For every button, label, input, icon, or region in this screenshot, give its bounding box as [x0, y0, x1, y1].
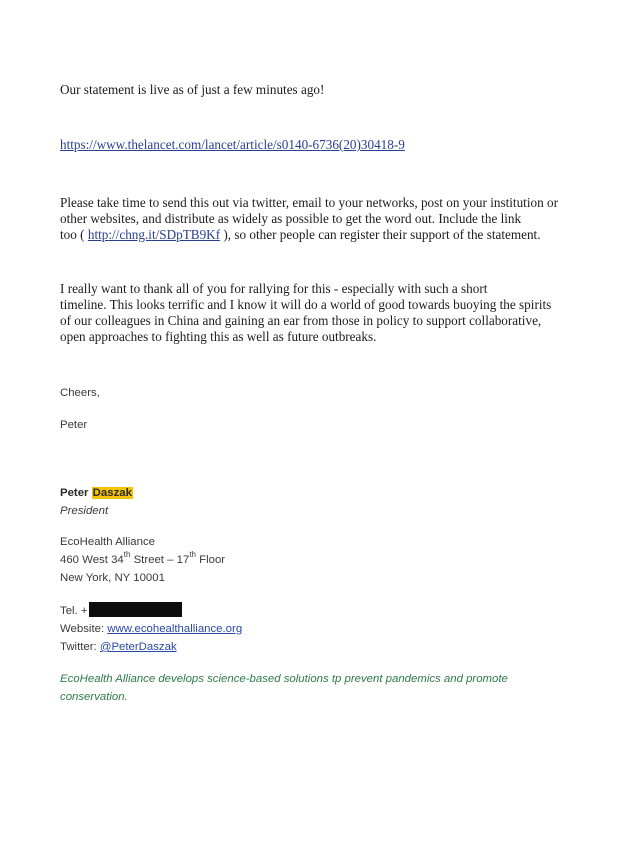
- paragraph-share-line-2: other websites, and distribute as widely as possible to get the word out. Include the link: [60, 211, 522, 226]
- twitter-line: [60, 638, 580, 656]
- twitter-link[interactable]: @PeterDaszak: [99, 641, 177, 653]
- tel-line: [60, 602, 580, 620]
- twitter-label: Twitter:: [60, 641, 100, 653]
- signature-name: [60, 484, 580, 502]
- redaction-bar: [89, 602, 182, 617]
- street-part-2: Street – 17: [130, 554, 190, 566]
- tagline-line-2: conservation.: [60, 691, 128, 703]
- paragraph-thanks: [60, 281, 580, 345]
- organization-name: EcoHealth Alliance: [60, 536, 155, 548]
- paragraph-share-suffix: ), so other people can register their support of the statement.: [220, 227, 541, 242]
- paragraph-thanks-line-3: of our colleagues in China and gaining an ear from those in policy to support collaborative,: [60, 313, 542, 328]
- street-address: [60, 551, 580, 569]
- paragraph-thanks-line-2: timeline. This looks terrific and I know it will do a world of good towards buoying the spirits: [60, 297, 552, 312]
- closing-text: Cheers,: [60, 387, 100, 399]
- street-part-3: Floor: [195, 554, 226, 566]
- paragraph-share-line-1: Please take time to send this out via twitter, email to your networks, post on your institution or: [60, 195, 558, 210]
- signature-first-name: Peter: [60, 487, 89, 499]
- signature: [60, 484, 580, 520]
- signature-title: President: [60, 505, 109, 517]
- paragraph-thanks-line-4: open approaches to fighting this as well as future outbreaks.: [60, 329, 377, 344]
- address-block: [60, 533, 580, 587]
- sender-name-text: Peter: [60, 419, 88, 431]
- website-line: [60, 620, 580, 638]
- paragraph-thanks-line-1: I really want to thank all of you for rallying for this - especially with such a short: [60, 281, 488, 296]
- tagline-line-1: EcoHealth Alliance develops science-based solutions tp prevent pandemics and promote: [60, 673, 508, 685]
- intro-line: Our statement is live as of just a few minutes ago!: [60, 82, 325, 97]
- website-label: Website:: [60, 623, 108, 635]
- signature-last-name: Daszak: [92, 487, 132, 499]
- sender-name: [60, 416, 580, 434]
- paragraph-share-prefix: too (: [60, 227, 88, 242]
- paragraph-share-line-3: [60, 227, 580, 243]
- street-sup-1: th: [123, 550, 131, 560]
- contact-block: [60, 602, 580, 656]
- closing: [60, 384, 580, 402]
- website-link[interactable]: www.ecohealthalliance.org: [107, 623, 243, 635]
- article-link-row: [60, 137, 580, 153]
- tel-label: Tel. +: [60, 605, 88, 617]
- intro-text: [60, 82, 580, 98]
- petition-link[interactable]: http://chng.it/SDpTB9Kf: [87, 227, 221, 242]
- street-sup-2: th: [189, 550, 196, 560]
- paragraph-share: [60, 195, 580, 243]
- tagline: [60, 670, 580, 706]
- city-line: New York, NY 10001: [60, 572, 165, 584]
- article-link[interactable]: https://www.thelancet.com/lancet/article/s0140-6736(20)30418-9: [60, 137, 405, 152]
- street-part-1: 460 West 34: [60, 554, 124, 566]
